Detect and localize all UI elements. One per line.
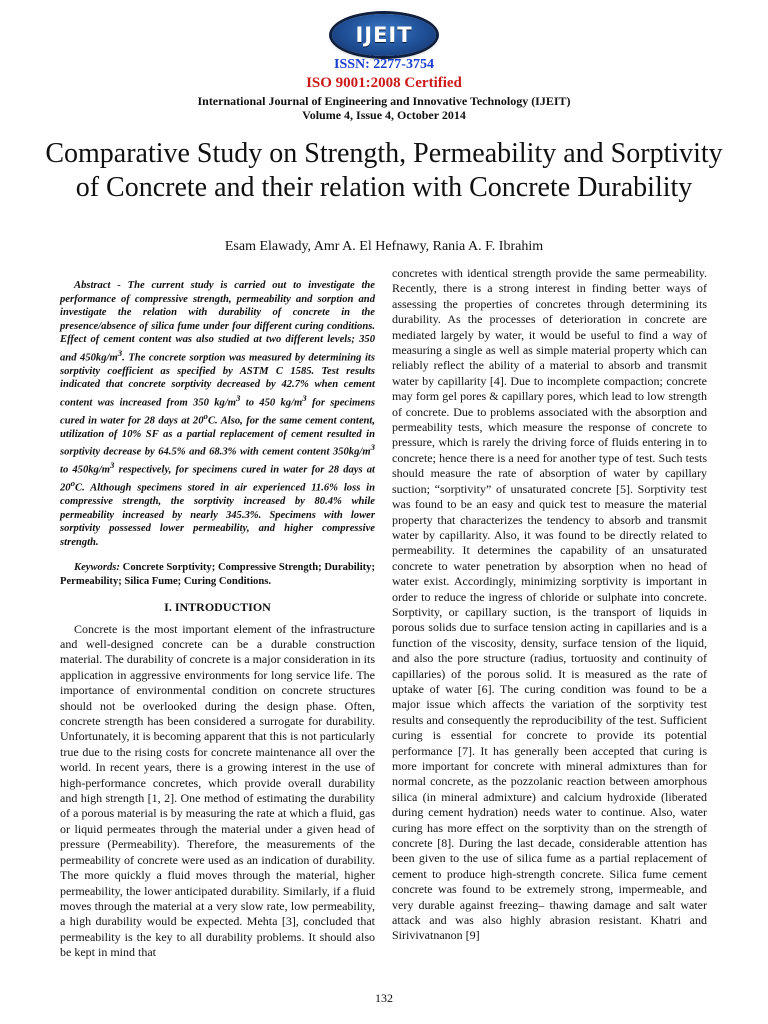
intro-paragraph-left: Concrete is the most important element of the infrastructure and well-designed concrete can be a durable construction material. The durability of concrete is a major consideration in its application in aggressive environments for long service life. The importance of environmental condition on concrete structures should not be overlooked during the design phase. Often, concrete strength has been considered a surrogate for durability. Unfortunately, it is becoming apparent that this is not particularly true due to the rising costs for concrete maintenance all over the world. In recent years, there is a growing interest in the use of high-performance concretes, which provide overall durability and high strength [1, 2]. One method of estimating the durability of a porous material is by measuring the rate at which a fluid, gas or liquid permeates through the material under a given head of pressure (Permeability). Therefore, the measurements of the permeability of concrete were used as an indication of durability. The more quickly a fluid moves through the material, higher permeability, the lower anticipated durability. Similarly, if a fluid moves through the material at a very slow rate, low permeability, a high durability would be expected. Mehta [3], concluded that permeability is the key to all durability problems. It should also be kept in mind that <box>60 621 375 960</box>
journal-name: International Journal of Engineering and Innovative Technology (IJEIT) <box>197 94 571 108</box>
paper-authors: Esam Elawady, Amr A. El Hefnawy, Rania A. F. Ibrahim <box>224 239 544 254</box>
section-heading-introduction: I. INTRODUCTION <box>164 600 271 615</box>
journal-logo <box>0 14 768 56</box>
volume-issue: Volume 4, Issue 4, October 2014 <box>302 108 466 122</box>
keywords <box>60 561 375 588</box>
intro-paragraph-right: concretes with identical strength provide the same permeability. Recently, there is a strong interest in finding better ways of assessing the properties of concretes through determining its durability. As the processes of deterioration in concrete are mediated largely by water, it would be useful to find a way of measuring a single as well as simple material property which can reliably reflect the ability of a material to absorb and transmit water by capillarity [4]. Due to incomplete compaction; concrete may form gel pores & capillary pores, which lead to low strength of concrete. Due to problems associated with the absorption and permeability tests, which measure the response of concrete to pressure, which is rarely the driving force of fluids entering in to concrete; hence there is a need for another type of test. Such tests should measure the rate of absorption of water by capillary suction; “sorptivity” of unsaturated concrete [5]. Sorptivity test was found to be an easy and quick test to measure the material property that characterizes the tendency to absorb and transmit water by capillarity. Also, it was found to be directly related to permeability. It determines the capability of an unsaturated concrete to water penetration by absorption when no head of water exist. Accordingly, minimizing sorptivity is important in order to reduce the ingress of chloride or sulphate into concrete. Sorptivity, or capillary suction, is the transport of liquids in porous solids due to surface tension acting in capillaries and is a function of the viscosity, density, surface tension of the liquid, and also the pore structure (radius, tortuosity and continuity of capillaries) of the porous solid. It is measured as the rate of uptake of water [6]. The curing condition was found to be a major issue which affects the variation of the sorptivity test results and consequently the reproducibility of the test. Sufficient curing is essential for concrete to provide its potential performance [7]. It has generally been accepted that curing is more important for concrete with mineral admixtures than for normal concrete, as the pozzolanic reaction between amorphous silica (in mineral admixture) and calcium hydroxide (liberated during cement hydration) needs water to continue. Also, water curing has more effect on the sorptivity than on the strength of concrete [8]. During the last decade, considerable attention has been given to the use of silica fume as a partial replacement of cement to produce high-strength concrete. Silica fume cement concrete was found to be extremely strong, impermeable, and very durable against freezing– thawing damage and salt water attack and was also highly abrasion resistant. Khatri and Sirivivatnanon [9] <box>392 266 707 943</box>
iso-certification: ISO 9001:2008 Certified <box>306 75 462 91</box>
paper-title: Comparative Study on Strength, Permeability and Sorptivity of Concrete and their relation with Concrete Durability <box>45 138 723 203</box>
logo-text: IJEIT <box>355 23 413 47</box>
right-column <box>392 266 707 944</box>
issn-line: ISSN: 2277-3754 <box>334 57 434 72</box>
abstract: Abstract - The current study is carried out to investigate the performance of compressive strength, permeability and sorption and investigate the relation with durability of concrete in the presence/absence of silica fume under four different curing conditions. Effect of cement content was also studied at two different levels; 350 and $450kg/m^3$. The concrete sorption was measured by determining its sorptivity coefficient as specified by ASTM C 1585. Test results indicated that concrete sorptivity decreased by 42.7% when cement content was increased from 350 $kg/m^3$ to 450 $kg/m^3$ for specimens cured in water for 28 days at 20$^o$C. Also, for the same cement content, utilization of 10% SF as a partial replacement of cement resulted in sorptivity decrease by 64.5% and 68.3% with cement content $350kg/m^3$ to $450kg/m^3$ respectively, for specimens cured in water for 28 days at 20$^o$C. Although specimens stored in air experienced 11.6% loss in compressive strength, the sorptivity increased by 80.4% while permeability increased by nearly 345.3%. Specimens with lower sorptivity possessed lower permeability, and higher compressive strength. <box>60 280 376 548</box>
keywords-label: Keywords: <box>74 562 120 574</box>
page-number: 132 <box>375 991 393 1005</box>
ijeit-logo-badge <box>332 14 436 56</box>
left-column <box>60 279 375 961</box>
keywords-text: Concrete Sorptivity; Compressive Strength; Durability; Permeability; Silica Fume; Curing Conditions. <box>60 562 375 587</box>
